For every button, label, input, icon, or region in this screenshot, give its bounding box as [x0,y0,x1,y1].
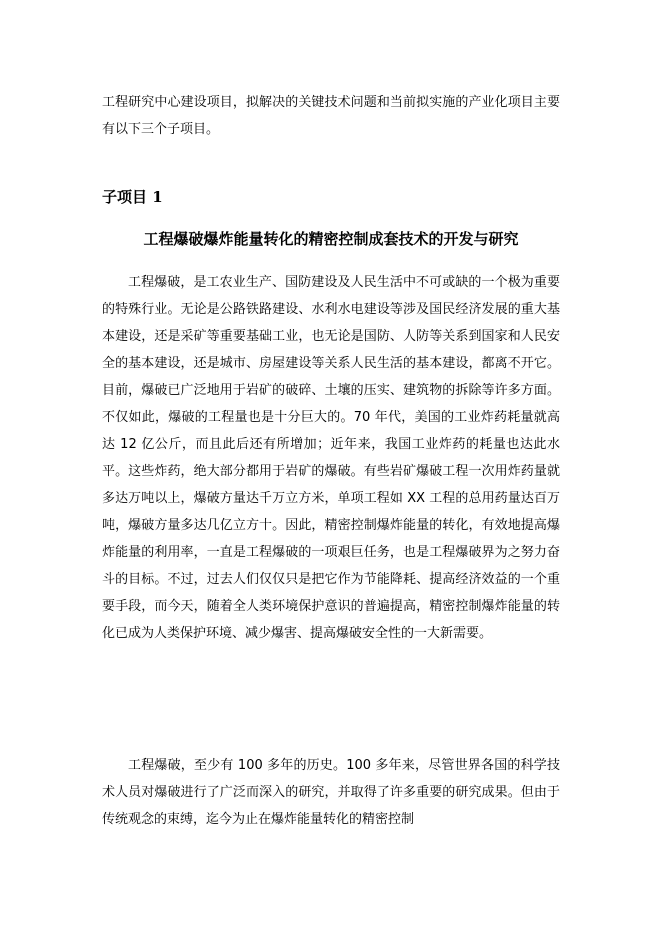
subproject-title: 工程爆破爆炸能量转化的精密控制成套技术的开发与研究 [143,230,519,248]
intro-paragraph: 工程研究中心建设项目，拟解决的关键技术问题和当前拟实施的产业化项目主要有以下三个子项目。 [102,95,560,137]
body-paragraph-1: 工程爆破，是工农业生产、国防建设及人民生活中不可或缺的一个极为重要的特殊行业。无论是公路铁路建设、水利水电建设等涉及国民经济发展的重大基本建设，还是采矿等重要基础工业，也无论是国防、人防等关系到国家和人民安全的基本建设，还是城市、房屋建设等关系人民生活的基本建设，都离不开它。目前，爆破已广泛地用于岩矿的破碎、土壤的压实、建筑物的拆除等许多方面。不仅如此，爆破的工程量也是十分巨大的。70 年代，美国的工业炸药耗量就高达 12 亿公斤，而且此后还有所增加；近年来，我国工业炸药的耗量也达此水平。这些炸药，绝大部分都用于岩矿的爆破。有些岩矿爆破工程一次用炸药量就多达万吨以上，爆破方量达千万立方米，单项工程如 XX 工程的总用药量达百万吨，爆破方量多达几亿立方十。因此，精密控制爆炸能量的转化，有效地提高爆炸能量的利用率，一直是工程爆破的一项艰巨任务，也是工程爆破界为之努力奋斗的目标。不过，过去人们仅仅只是把它作为节能降耗、提高经济效益的一个重要手段，而今天，随着全人类环境保护意识的普遍提高，精密控制爆炸能量的转化已成为人类保护环境、减少爆害、提高爆破安全性的一大新需要。 [102,275,560,641]
subproject-heading: 子项目 1 [102,188,163,206]
body-paragraph-2: 工程爆破，至少有 100 多年的历史。100 多年来，尽管世界各国的科学技术人员对爆破进行了广泛而深入的研究，并取得了许多重要的研究成果。但由于传统观念的束缚，迄今为止在爆炸能量转化的精密控制 [102,758,560,827]
